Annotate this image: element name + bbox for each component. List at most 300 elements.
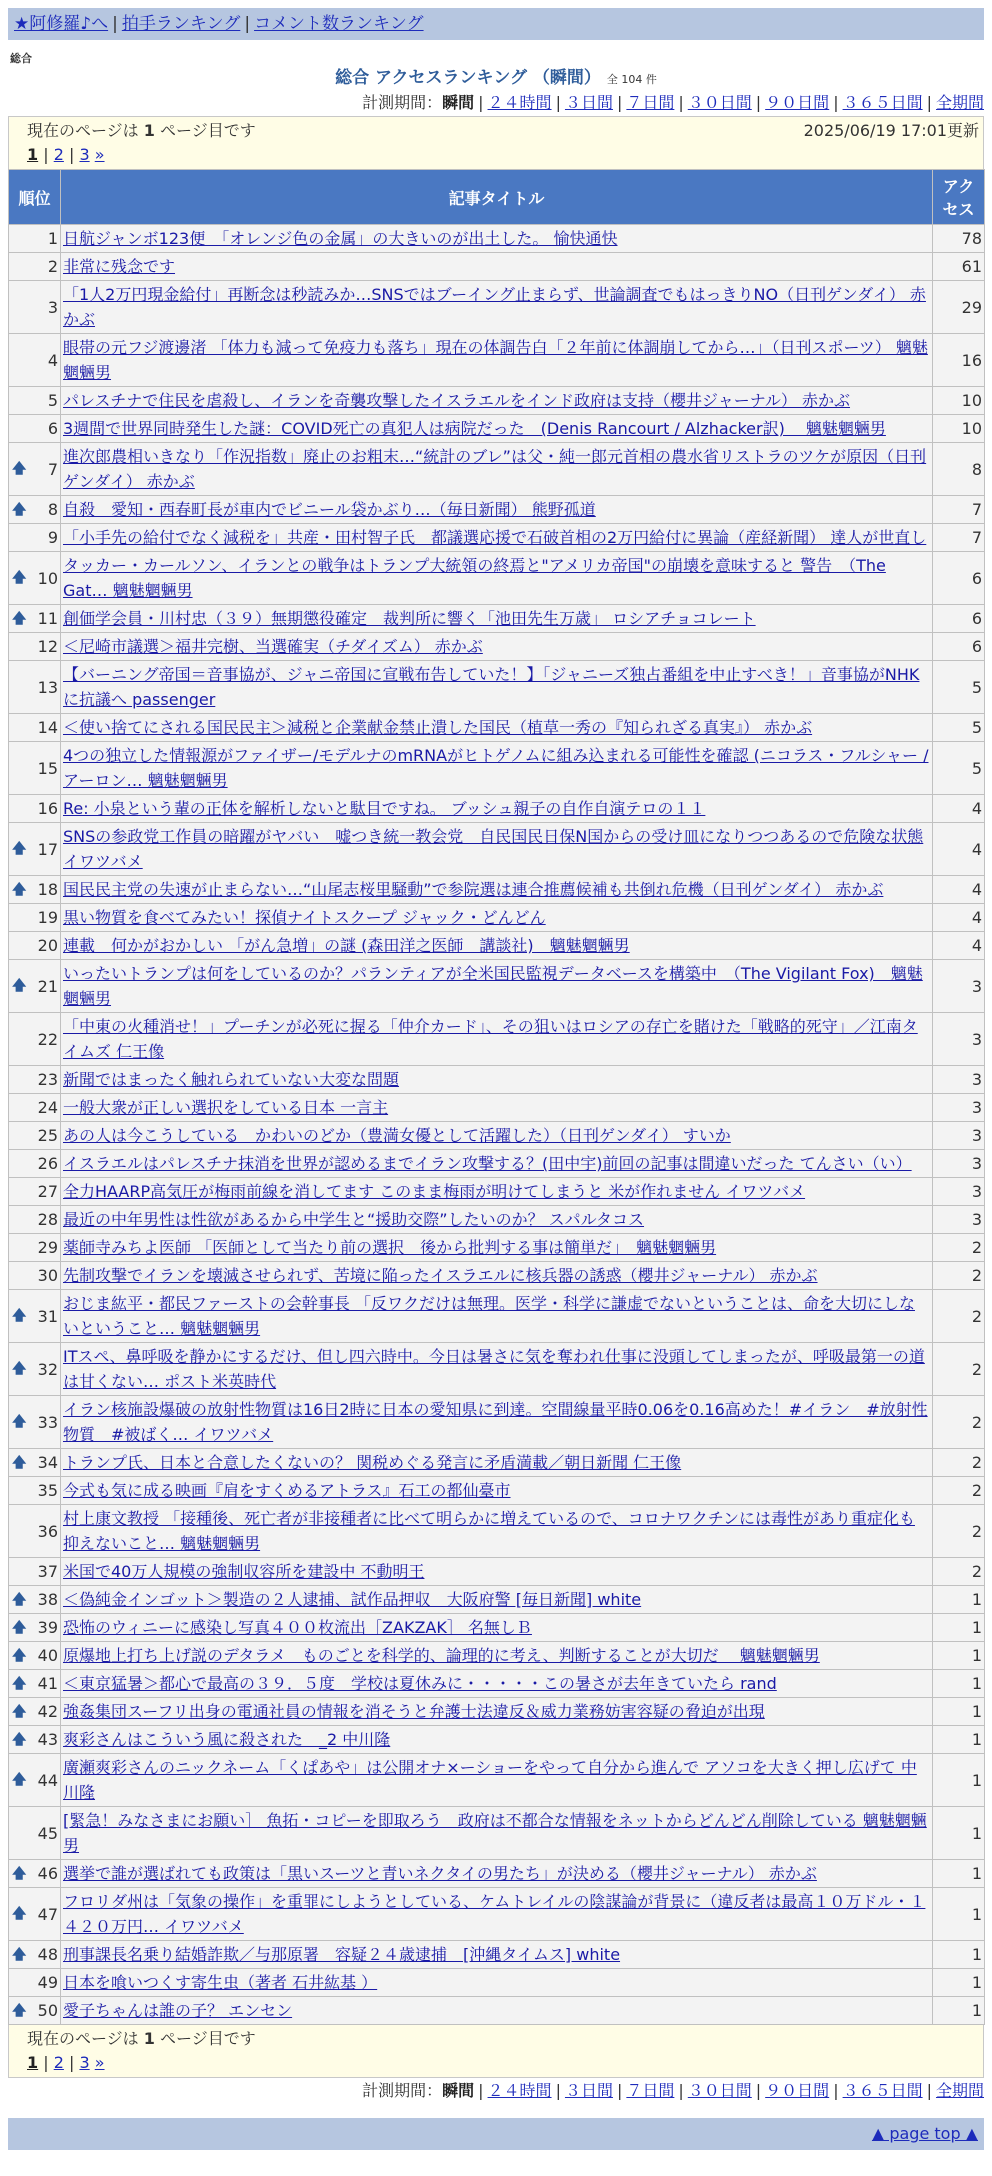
article-link[interactable]: イラン核施設爆破の放射性物質は16日2時に日本の愛知県に到達。空間線量平時0.06を0.16高めた！#イラン #放射性物質 #被ばく… イワツバメ <box>63 1400 928 1444</box>
nav-separator: | <box>244 14 251 34</box>
article-link[interactable]: [緊急！みなさまにお願い］ 魚拓・コピーを即取ろう 政府は不都合な情報をネットからどんどん削除している 魑魅魍魎男 <box>63 1811 927 1855</box>
rank-number: 5 <box>47 391 58 410</box>
applause-ranking-link[interactable]: 拍手ランキング <box>121 14 241 34</box>
rank-cell <box>9 1150 61 1178</box>
period-selector-top <box>8 90 984 116</box>
rank-cell <box>9 1807 61 1860</box>
article-link[interactable]: タッカー・カールソン、イランとの戦争はトランプ大統領の終焉と"アメリカ帝国"の崩壊を意味すると 警告 （The Gat… 魑魅魍魎男 <box>63 556 886 600</box>
top-nav-bar <box>8 8 984 40</box>
access-count: 78 <box>933 225 985 253</box>
access-header <box>933 170 985 225</box>
up-arrow-icon: 🡅 <box>12 1906 27 1922</box>
title-cell <box>61 1807 933 1860</box>
title-cell <box>61 1290 933 1343</box>
rank-number: 19 <box>37 908 58 927</box>
table-row <box>9 334 985 387</box>
title-cell <box>61 443 933 496</box>
rank-number: 39 <box>37 1618 58 1637</box>
page-link[interactable]: 3 <box>79 145 90 164</box>
access-count: 1 <box>933 1807 985 1860</box>
rank-number: 14 <box>37 718 58 737</box>
article-link[interactable]: 進次郎農相いきなり「作況指数」廃止のお粗末…“統計のブレ”は父・純一郎元首相の農水省リストラのツケが原因（日刊ゲンダイ） 赤かぶ <box>63 447 927 491</box>
article-link[interactable]: トランプ氏、日本と合意したくないの？ 関税めぐる発言に矛盾満載／朝日新聞 仁王像 <box>63 1453 682 1472</box>
rank-cell <box>9 1642 61 1670</box>
article-link[interactable]: 眼帯の元フジ渡邊渚 「体力も減って免疫力も落ち」現在の体調告白「２年前に体調崩してから…」（日刊スポーツ） 魑魅魍魎男 <box>63 338 928 382</box>
access-count: 2 <box>933 1449 985 1477</box>
rank-cell <box>9 960 61 1013</box>
rank-number: 46 <box>37 1864 58 1883</box>
rank-number: 9 <box>47 528 58 547</box>
article-link[interactable]: 4つの独立した情報源がファイザー/モデルナのmRNAがヒトゲノムに組み込まれる可能性を確認 (ニコラス・フルシャー / アーロン… 魑魅魍魎男 <box>63 746 929 790</box>
title-cell <box>61 1941 933 1969</box>
period-link[interactable]: ２４時間 <box>487 2081 552 2100</box>
period-link[interactable]: ７日間 <box>626 2081 675 2100</box>
article-link[interactable]: パレスチナで住民を虐殺し、イランを奇襲攻撃したイスラエルをインド政府は支持（櫻井ジャーナル） 赤かぶ <box>63 391 851 410</box>
rank-cell <box>9 1558 61 1586</box>
article-link[interactable]: 強姦集団スーフリ出身の電通社員の情報を消そうと弁護士法違反＆威力業務妨害容疑の脅迫が出現 <box>63 1702 765 1721</box>
title-cell <box>61 661 933 714</box>
article-link[interactable]: 刑事課長名乗り結婚詐欺／与那原署 容疑２４歳逮捕 [沖縄タイムス] white <box>63 1945 621 1964</box>
period-label: 計測期間： <box>362 93 443 112</box>
rank-number: 40 <box>37 1646 58 1665</box>
access-count: 2 <box>933 1558 985 1586</box>
table-row <box>9 1449 985 1477</box>
title-cell <box>61 1094 933 1122</box>
article-link[interactable]: 「中東の火種消せ！」プーチンが必死に握る「仲介カード」、その狙いはロシアの存亡を賭けた「戦略的死守」／江南タイムズ 仁王像 <box>63 1017 918 1061</box>
table-row <box>9 823 985 876</box>
rank-cell <box>9 742 61 795</box>
table-row <box>9 1860 985 1888</box>
period-link[interactable]: ３日間 <box>564 93 613 112</box>
period-separator: | <box>926 2081 932 2100</box>
period-link[interactable]: ７日間 <box>626 93 675 112</box>
table-row <box>9 1178 985 1206</box>
rank-cell <box>9 876 61 904</box>
article-link[interactable]: 村上康文教授 「接種後、死亡者が非接種者に比べて明らかに増えているので、コロナワクチンには毒性があり重症化も抑えないこと… 魑魅魍魎男 <box>63 1509 915 1553</box>
period-label: 計測期間： <box>362 2081 443 2100</box>
rank-number: 45 <box>37 1823 58 1843</box>
access-count: 1 <box>933 1614 985 1642</box>
table-row <box>9 1013 985 1066</box>
table-row <box>9 1888 985 1941</box>
rank-number: 20 <box>37 936 58 955</box>
access-count: 5 <box>933 742 985 795</box>
article-link[interactable]: 自殺 愛知・西春町長が車内でビニール袋かぶり…（毎日新聞） 熊野孤道 <box>63 500 596 519</box>
title-cell <box>61 1614 933 1642</box>
period-separator: | <box>755 2081 762 2100</box>
page-link[interactable]: 2 <box>53 2053 64 2072</box>
up-arrow-icon: 🡅 <box>12 1591 27 1608</box>
title-cell <box>61 1888 933 1941</box>
ranking-title-text: 総合 アクセスランキング （瞬間） <box>335 68 601 88</box>
title-cell <box>61 552 933 605</box>
title-cell <box>61 1969 933 1997</box>
article-link[interactable]: 米国で40万人規模の強制収容所を建設中 不動明王 <box>63 1562 425 1581</box>
table-row <box>9 1122 985 1150</box>
title-cell <box>61 281 933 334</box>
up-arrow-icon: 🡅 <box>12 881 27 898</box>
access-count: 1 <box>933 1698 985 1726</box>
table-row <box>9 1642 985 1670</box>
article-link[interactable]: Re: 小泉という輩の正体を解析しないと駄目ですね。 ブッシュ親子の自作自演テロの１１ <box>63 799 706 818</box>
title-cell <box>61 1150 933 1178</box>
article-link[interactable]: 全力HAARP高気圧が梅雨前線を消してます このまま梅雨が明けてしまうと 米が作れません イワツバメ <box>63 1182 806 1201</box>
access-count: 5 <box>933 661 985 714</box>
rank-cell <box>9 823 61 876</box>
access-count: 1 <box>933 1997 985 2025</box>
rank-cell <box>9 225 61 253</box>
up-arrow-icon: 🡅 <box>12 1772 27 1788</box>
rank-cell <box>9 1206 61 1234</box>
period-separator: | <box>926 93 932 112</box>
article-link[interactable]: ＜東京猛暑＞都心で最高の３９．５度 学校は夏休みに・・・・・この暑さが去年きていたら rand <box>63 1674 777 1693</box>
total-count: 全 104 件 <box>606 73 657 86</box>
rank-number: 41 <box>37 1674 58 1693</box>
table-row <box>9 1586 985 1614</box>
rank-number: 34 <box>37 1453 58 1472</box>
rank-cell <box>9 443 61 496</box>
period-selector-bottom <box>8 2078 984 2104</box>
pager-bottom <box>8 2025 984 2078</box>
rank-cell <box>9 524 61 552</box>
page-info-prefix: 現在のページは <box>27 121 139 140</box>
page-title <box>8 66 984 90</box>
article-link[interactable]: ＜使い捨てにされる国民民主＞減税と企業献金禁止潰した国民（植草一秀の『知られざる真実』） 赤かぶ <box>63 718 813 737</box>
article-link[interactable]: 最近の中年男性は性欲があるから中学生と“援助交際”したいのか？ スパルタコス <box>63 1210 645 1229</box>
updated-timestamp: 2025/06/19 17:01更新 <box>803 121 979 140</box>
article-link[interactable]: SNSの参政党工作員の暗躍がヤバい 嘘つき統一教会党 自民国民日保N国からの受け皿になりつつあるので危険な状態 イワツバメ <box>63 827 924 871</box>
page-top-link[interactable]: ▲ page top ▲ <box>871 2124 978 2143</box>
nav-separator: | <box>112 14 118 34</box>
rank-number: 12 <box>37 637 58 656</box>
article-link[interactable]: 先制攻撃でイランを壊滅させられず、苦境に陥ったイスラエルに核兵器の誘惑（櫻井ジャーナル） 赤かぶ <box>63 1266 818 1285</box>
access-count: 3 <box>933 1013 985 1066</box>
rank-number: 29 <box>37 1238 58 1257</box>
page-info <box>27 2027 979 2051</box>
period-separator: | <box>616 93 623 112</box>
rank-header-label: 順位 <box>18 188 51 208</box>
period-link[interactable]: ３６５日間 <box>842 93 923 112</box>
table-row <box>9 443 985 496</box>
period-separator: | <box>555 2081 561 2100</box>
article-link[interactable]: 連載 何かがおかしい 「がん急増」の謎 (森田洋之医師 講談社) 魑魅魍魎男 <box>63 936 630 955</box>
table-row <box>9 225 985 253</box>
rank-cell <box>9 1234 61 1262</box>
article-link[interactable]: ITスペ、鼻呼吸を静かにするだけ、但し四六時中。今日は暑さに気を奪われ仕事に没頭してしまったが、呼吸最第一の道は甘くない… ポスト米英時代 <box>63 1347 925 1391</box>
rank-cell <box>9 387 61 415</box>
access-count: 5 <box>933 714 985 742</box>
rank-number: 22 <box>37 1029 58 1049</box>
title-cell <box>61 633 933 661</box>
title-cell <box>61 1860 933 1888</box>
page-link[interactable]: 3 <box>79 2053 90 2072</box>
table-row <box>9 932 985 960</box>
title-cell <box>61 1642 933 1670</box>
title-cell <box>61 876 933 904</box>
rank-number: 8 <box>47 500 58 519</box>
access-count: 3 <box>933 1094 985 1122</box>
access-count: 10 <box>933 415 985 443</box>
table-row <box>9 281 985 334</box>
period-separator: | <box>678 2081 684 2100</box>
article-link[interactable]: 愛子ちゃんは誰の子？ エンセン <box>63 2001 293 2020</box>
access-count: 7 <box>933 496 985 524</box>
title-cell <box>61 1477 933 1505</box>
period-link[interactable]: 全期間 <box>935 2081 984 2100</box>
footer-bar <box>8 2118 984 2150</box>
page-info-suffix: ページ目です <box>160 2029 256 2048</box>
article-link[interactable]: 今式も気に成る映画『肩をすくめるアトラス』石工の都仙臺市 <box>63 1481 511 1500</box>
table-row <box>9 960 985 1013</box>
article-link[interactable]: おじま紘平・都民ファーストの会幹事長 「反ワクだけは無理。医学・科学に謙虚でないということは、命を大切にしないということ… 魑魅魍魎男 <box>63 1294 915 1338</box>
title-cell <box>61 387 933 415</box>
article-link[interactable]: フロリダ州は「気象の操作」を重罪にしようとしている、ケムトレイルの陰謀論が背景に（違反者は最高１０万ドル・１４２０万円… イワツバメ <box>63 1892 926 1936</box>
table-row <box>9 1614 985 1642</box>
up-arrow-icon: 🡅 <box>12 978 27 994</box>
rank-number: 24 <box>37 1098 58 1117</box>
table-row <box>9 552 985 605</box>
access-count: 2 <box>933 1396 985 1449</box>
rank-cell <box>9 1094 61 1122</box>
period-link[interactable]: ３０日間 <box>687 2081 752 2100</box>
period-separator: | <box>755 93 762 112</box>
access-count: 2 <box>933 1262 985 1290</box>
access-count: 1 <box>933 1888 985 1941</box>
period-current: 瞬間 <box>442 93 475 112</box>
rank-number: 42 <box>37 1702 58 1721</box>
table-row <box>9 1396 985 1449</box>
article-link[interactable]: 恐怖のウィニーに感染し写真４００枚流出［ZAKZAK］ 名無しＢ <box>63 1618 532 1637</box>
title-cell <box>61 1586 933 1614</box>
up-arrow-icon: 🡅 <box>12 461 27 477</box>
article-link[interactable]: 日航ジャンボ123便 「オレンジ色の金属」の大きいのが出土した。 愉快通快 <box>63 229 618 248</box>
rank-cell <box>9 714 61 742</box>
rank-cell <box>9 605 61 633</box>
page-separator: | <box>38 145 54 164</box>
period-separator: | <box>678 93 684 112</box>
title-cell <box>61 524 933 552</box>
up-arrow-icon: 🡅 <box>12 841 27 857</box>
rank-number: 38 <box>37 1590 58 1609</box>
access-count: 6 <box>933 605 985 633</box>
table-row <box>9 1343 985 1396</box>
rank-cell <box>9 1997 61 2025</box>
table-row <box>9 1698 985 1726</box>
access-count: 3 <box>933 1066 985 1094</box>
title-cell <box>61 932 933 960</box>
table-row <box>9 1754 985 1807</box>
current-page-number: 1 <box>143 2029 155 2048</box>
article-link[interactable]: いったいトランプは何をしているのか？パランティアが全米国民監視データベースを構築中 （The Vigilant Fox) 魑魅魍魎男 <box>63 964 923 1008</box>
rank-cell <box>9 1290 61 1343</box>
period-link[interactable]: ９０日間 <box>765 93 830 112</box>
article-link[interactable]: 「1人2万円現金給付」再断念は秒読みか…SNSではブーイング止まらず、世論調査でもはっきりNO（日刊ゲンダイ） 赤かぶ <box>63 285 926 329</box>
access-count: 1 <box>933 1726 985 1754</box>
rank-number: 44 <box>37 1770 58 1790</box>
rank-cell <box>9 1178 61 1206</box>
rank-number: 35 <box>37 1481 58 1500</box>
article-link[interactable]: 一般大衆が正しい選択をしている日本 一言主 <box>63 1098 389 1117</box>
rank-cell <box>9 661 61 714</box>
article-link[interactable]: 爽彩さんはこういう風に殺された _2 中川隆 <box>63 1730 391 1749</box>
page-link[interactable]: 2 <box>53 145 64 164</box>
rank-number: 17 <box>37 839 58 859</box>
title-cell <box>61 1262 933 1290</box>
article-link[interactable]: 創価学会員・川村忠（３９）無期懲役確定 裁判所に響く「池田先生万歳」 ロシアチョコレート <box>63 609 756 628</box>
pagination <box>27 143 979 167</box>
rank-number: 10 <box>37 568 58 588</box>
access-count: 1 <box>933 1860 985 1888</box>
article-link[interactable]: 3週間で世界同時発生した謎：COVID死亡の真犯人は病院だった (Denis Rancourt / Alzhacker訳) 魑魅魍魎男 <box>63 419 886 438</box>
rank-cell <box>9 633 61 661</box>
table-row <box>9 795 985 823</box>
rank-cell <box>9 334 61 387</box>
title-cell <box>61 1670 933 1698</box>
table-row <box>9 1670 985 1698</box>
article-link[interactable]: 非常に残念です <box>63 257 176 276</box>
next-page-link[interactable]: » <box>94 145 105 164</box>
access-count: 1 <box>933 1969 985 1997</box>
article-link[interactable]: 日本を喰いつくす寄生虫（著者 石井紘基 ） <box>63 1973 378 1992</box>
rank-header <box>9 170 61 225</box>
current-page-number: 1 <box>143 121 155 140</box>
rank-cell <box>9 1013 61 1066</box>
table-row <box>9 1505 985 1558</box>
up-arrow-icon: 🡅 <box>12 1675 27 1692</box>
up-arrow-icon: 🡅 <box>12 1703 27 1720</box>
period-link[interactable]: ３０日間 <box>687 93 752 112</box>
title-cell <box>61 415 933 443</box>
rank-number: 16 <box>37 799 58 818</box>
table-row <box>9 1941 985 1969</box>
access-count: 3 <box>933 1178 985 1206</box>
up-arrow-icon: 🡅 <box>12 610 27 627</box>
access-count: 1 <box>933 1642 985 1670</box>
title-cell <box>61 253 933 281</box>
access-count: 16 <box>933 334 985 387</box>
rank-cell <box>9 1505 61 1558</box>
table-row <box>9 415 985 443</box>
article-link[interactable]: 「小手先の給付でなく減税を」共産・田村智子氏 都議選応援で石破首相の2万円給付に異論（産経新聞） 達人が世直し <box>63 528 927 547</box>
comment-ranking-link[interactable]: コメント数ランキング <box>254 14 424 34</box>
access-count: 4 <box>933 876 985 904</box>
page-info-suffix: ページ目です <box>160 121 256 140</box>
article-link[interactable]: ＜偽純金インゴット＞製造の２人逮捕、試作品押収 大阪府警 [毎日新聞] white <box>63 1590 642 1609</box>
up-arrow-icon: 🡅 <box>12 1414 27 1430</box>
table-row <box>9 904 985 932</box>
article-link[interactable]: 【バーニング帝国＝音事協が、ジャニ帝国に宣戦布告していた！】「ジャニーズ独占番組を中止すべき！」音事協がNHKに抗議へ passenger <box>63 665 920 709</box>
access-count: 8 <box>933 443 985 496</box>
rank-cell <box>9 1698 61 1726</box>
period-link[interactable]: ３６５日間 <box>842 2081 923 2100</box>
period-link[interactable]: 全期間 <box>935 93 984 112</box>
article-link[interactable]: 新聞ではまったく触れられていない大変な問題 <box>63 1070 400 1089</box>
table-row <box>9 1066 985 1094</box>
pager-top <box>8 116 984 169</box>
page-separator: | <box>63 2053 80 2072</box>
period-link[interactable]: ３日間 <box>564 2081 613 2100</box>
rank-number: 1 <box>47 229 58 248</box>
page-separator: | <box>63 145 80 164</box>
period-separator: | <box>478 2081 484 2100</box>
rank-number: 6 <box>47 419 58 438</box>
access-count: 2 <box>933 1234 985 1262</box>
rank-number: 23 <box>37 1070 58 1089</box>
title-cell <box>61 1066 933 1094</box>
access-count: 7 <box>933 524 985 552</box>
rank-number: 3 <box>47 297 58 317</box>
up-arrow-icon: 🡅 <box>12 2002 27 2019</box>
access-count: 2 <box>933 1505 985 1558</box>
table-row <box>9 1262 985 1290</box>
article-link[interactable]: あの人は今こうしている かわいのどか（豊満女優として活躍した）（日刊ゲンダイ） すいか <box>63 1126 731 1145</box>
table-row <box>9 742 985 795</box>
article-link[interactable]: 原爆地上打ち上げ説のデタラメ ものごとを科学的、論理的に考え、判断することが大切だ 魑魅魍魎男 <box>63 1646 820 1665</box>
access-count: 3 <box>933 1206 985 1234</box>
article-link[interactable]: 薬師寺みちよ医師 「医師として当たり前の選択 後から批判する事は簡単だ」 魑魅魍魎男 <box>63 1238 717 1257</box>
rank-cell <box>9 1726 61 1754</box>
title-cell <box>61 1997 933 2025</box>
rank-cell <box>9 1449 61 1477</box>
table-header-row <box>9 170 985 225</box>
article-link[interactable]: ＜尼崎市議選＞福井完樹、当選確実（チダイズム） 赤かぶ <box>63 637 483 656</box>
title-cell <box>61 904 933 932</box>
period-separator: | <box>478 93 484 112</box>
article-link[interactable]: イスラエルはパレスチナ抹消を世界が認めるまでイラン攻撃する？(田中宇)前回の記事は間違いだった てんさい（い） <box>63 1154 912 1173</box>
rank-cell <box>9 1888 61 1941</box>
title-cell <box>61 1343 933 1396</box>
period-separator: | <box>555 93 561 112</box>
table-row <box>9 1234 985 1262</box>
rank-number: 15 <box>37 758 58 778</box>
table-row <box>9 496 985 524</box>
title-cell <box>61 1013 933 1066</box>
up-arrow-icon: 🡅 <box>12 1454 27 1471</box>
title-cell <box>61 1558 933 1586</box>
table-row <box>9 253 985 281</box>
article-link[interactable]: 選挙で誰が選ばれても政策は「黒いスーツと青いネクタイの男たち」が決める（櫻井ジャーナル） 赤かぶ <box>63 1864 817 1883</box>
page <box>8 0 984 2150</box>
article-link[interactable]: 廣瀬爽彩さんのニックネーム「くぱあや」は公開オナ×ーショーをやって自分から進んで アソコを大きく押し広げて 中川隆 <box>63 1758 917 1802</box>
period-link[interactable]: ２４時間 <box>487 93 552 112</box>
up-arrow-icon: 🡅 <box>12 1731 27 1748</box>
access-count: 6 <box>933 552 985 605</box>
up-arrow-icon: 🡅 <box>12 1361 27 1377</box>
table-row <box>9 876 985 904</box>
title-cell <box>61 225 933 253</box>
rank-number: 27 <box>37 1182 58 1201</box>
rank-cell <box>9 795 61 823</box>
period-link[interactable]: ９０日間 <box>765 2081 830 2100</box>
rank-cell <box>9 1477 61 1505</box>
rank-number: 36 <box>37 1521 58 1541</box>
rank-cell <box>9 1941 61 1969</box>
access-count: 1 <box>933 1754 985 1807</box>
rank-number: 43 <box>37 1730 58 1749</box>
rank-number: 33 <box>37 1412 58 1432</box>
rank-cell <box>9 1066 61 1094</box>
rank-number: 28 <box>37 1210 58 1229</box>
rank-cell <box>9 552 61 605</box>
article-link[interactable]: 国民民主党の失速が止まらない…“山尾志桜里騒動”で参院選は連合推薦候補も共倒れ危機（日刊ゲンダイ） 赤かぶ <box>63 880 884 899</box>
rank-cell <box>9 1614 61 1642</box>
article-link[interactable]: 黒い物質を食べてみたい！探偵ナイトスクープ ジャック・どんどん <box>63 908 546 927</box>
up-arrow-icon: 🡅 <box>12 570 27 586</box>
title-cell <box>61 742 933 795</box>
rank-cell <box>9 415 61 443</box>
home-link[interactable]: ★阿修羅♪へ <box>14 14 109 34</box>
next-page-link[interactable]: » <box>94 2053 105 2072</box>
